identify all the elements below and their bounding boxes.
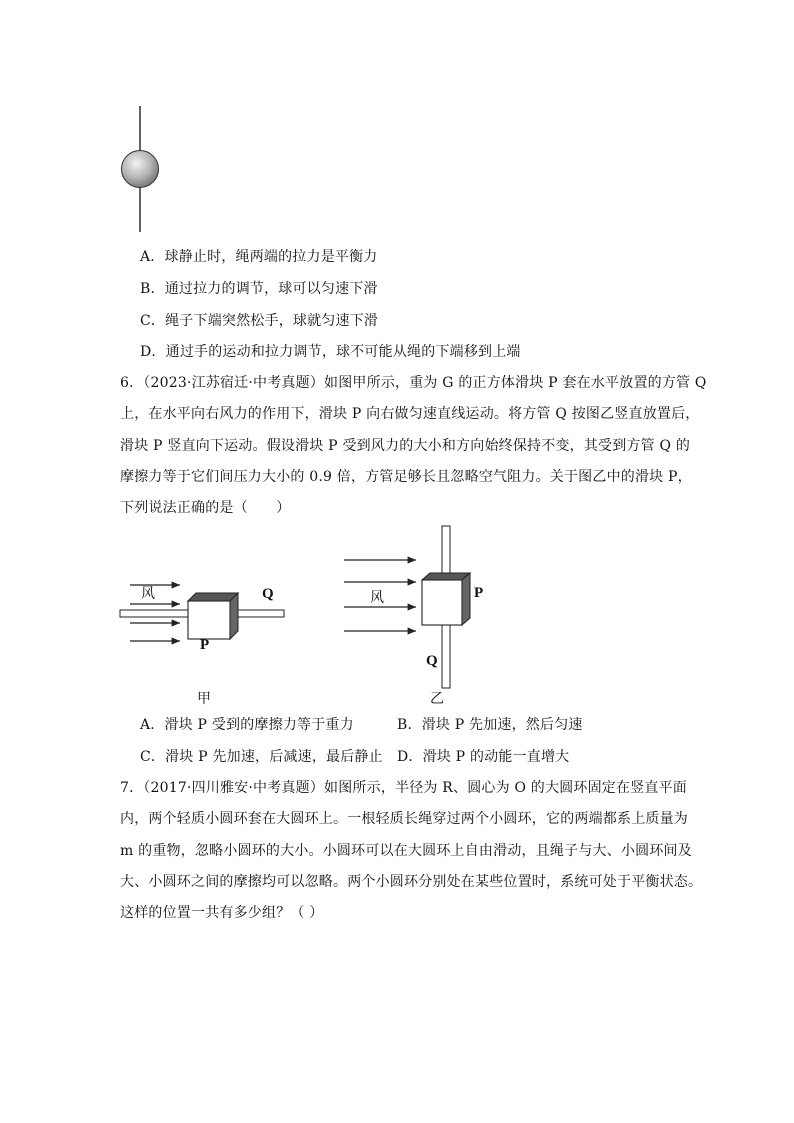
q5-option-c: C．绳子下端突然松手，球就匀速下滑 [140, 313, 379, 329]
figure-yi-wind-label: 风 [370, 590, 384, 606]
q6-stem-line-5: 下列说法正确的是（ ） [120, 500, 291, 516]
q6-stem-line-4: 摩擦力等于它们间压力大小的 0.9 倍，方管足够长且忽略空气阻力。关于图乙中的滑块 P， [120, 469, 692, 485]
figure-yi-p-label: P [474, 585, 484, 601]
figure-yi-vertical-tube [340, 520, 480, 692]
q7-stem-line-2: 内，两个轻质小圆环套在大圆环上。一根轻质长绳穿过两个小圆环，它的两端都系上质量为 [120, 811, 688, 827]
q7-stem-line-3: m 的重物，忽略小圆环的大小。小圆环可以在大圆环上自由滑动，且绳子与大、小圆环间及 [120, 843, 692, 859]
figure-jia-wind-label: 风 [141, 586, 155, 602]
q6-option-b: B．滑块 P 先加速，然后匀速 [397, 717, 583, 733]
q6-option-c: C．滑块 P 先加速，后减速，最后静止 [140, 749, 383, 765]
q6-option-a: A．滑块 P 受到的摩擦力等于重力 [140, 717, 354, 733]
q6-stem-line-3: 滑块 P 竖直向下运动。假设滑块 P 受到风力的大小和方向始终保持不变，其受到方管 Q 的 [120, 438, 691, 454]
q5-option-d: D．通过手的运动和拉力调节，球不可能从绳的下端移到上端 [140, 344, 521, 360]
q5-option-b: B．通过拉力的调节，球可以匀速下滑 [140, 281, 378, 297]
ball-shape [122, 151, 159, 188]
q7-stem-line-5: 这样的位置一共有多少组？（ ） [120, 905, 324, 921]
ball-on-rope-figure [110, 100, 180, 240]
q7-stem-line-4: 大、小圆环之间的摩擦均可以忽略。两个小圆环分别处在某些位置时，系统可处于平衡状态。 [120, 874, 703, 890]
q6-option-d: D．滑块 P 的动能一直增大 [397, 749, 570, 765]
q6-stem-line-2: 上，在水平向右风力的作用下，滑块 P 向右做匀速直线运动。将方管 Q 按图乙竖直放置后， [120, 406, 700, 422]
q6-stem-line-1: 6．（2023·江苏宿迁·中考真题）如图甲所示，重为 G 的正方体滑块 P 套在水平放置的方管 Q [120, 375, 707, 391]
figure-jia-q-label: Q [262, 586, 274, 602]
figure-jia-p-label: P [200, 637, 210, 653]
q7-stem-line-1: 7．（2017·四川雅安·中考真题）如图所示，半径为 R、圆心为 O 的大圆环固定在竖直平面 [120, 780, 688, 796]
figure-yi-caption: 乙 [430, 691, 444, 707]
figure-jia-caption: 甲 [197, 691, 211, 707]
figure-yi-q-label: Q [426, 653, 438, 669]
q5-option-a: A．球静止时，绳两端的拉力是平衡力 [140, 249, 378, 265]
